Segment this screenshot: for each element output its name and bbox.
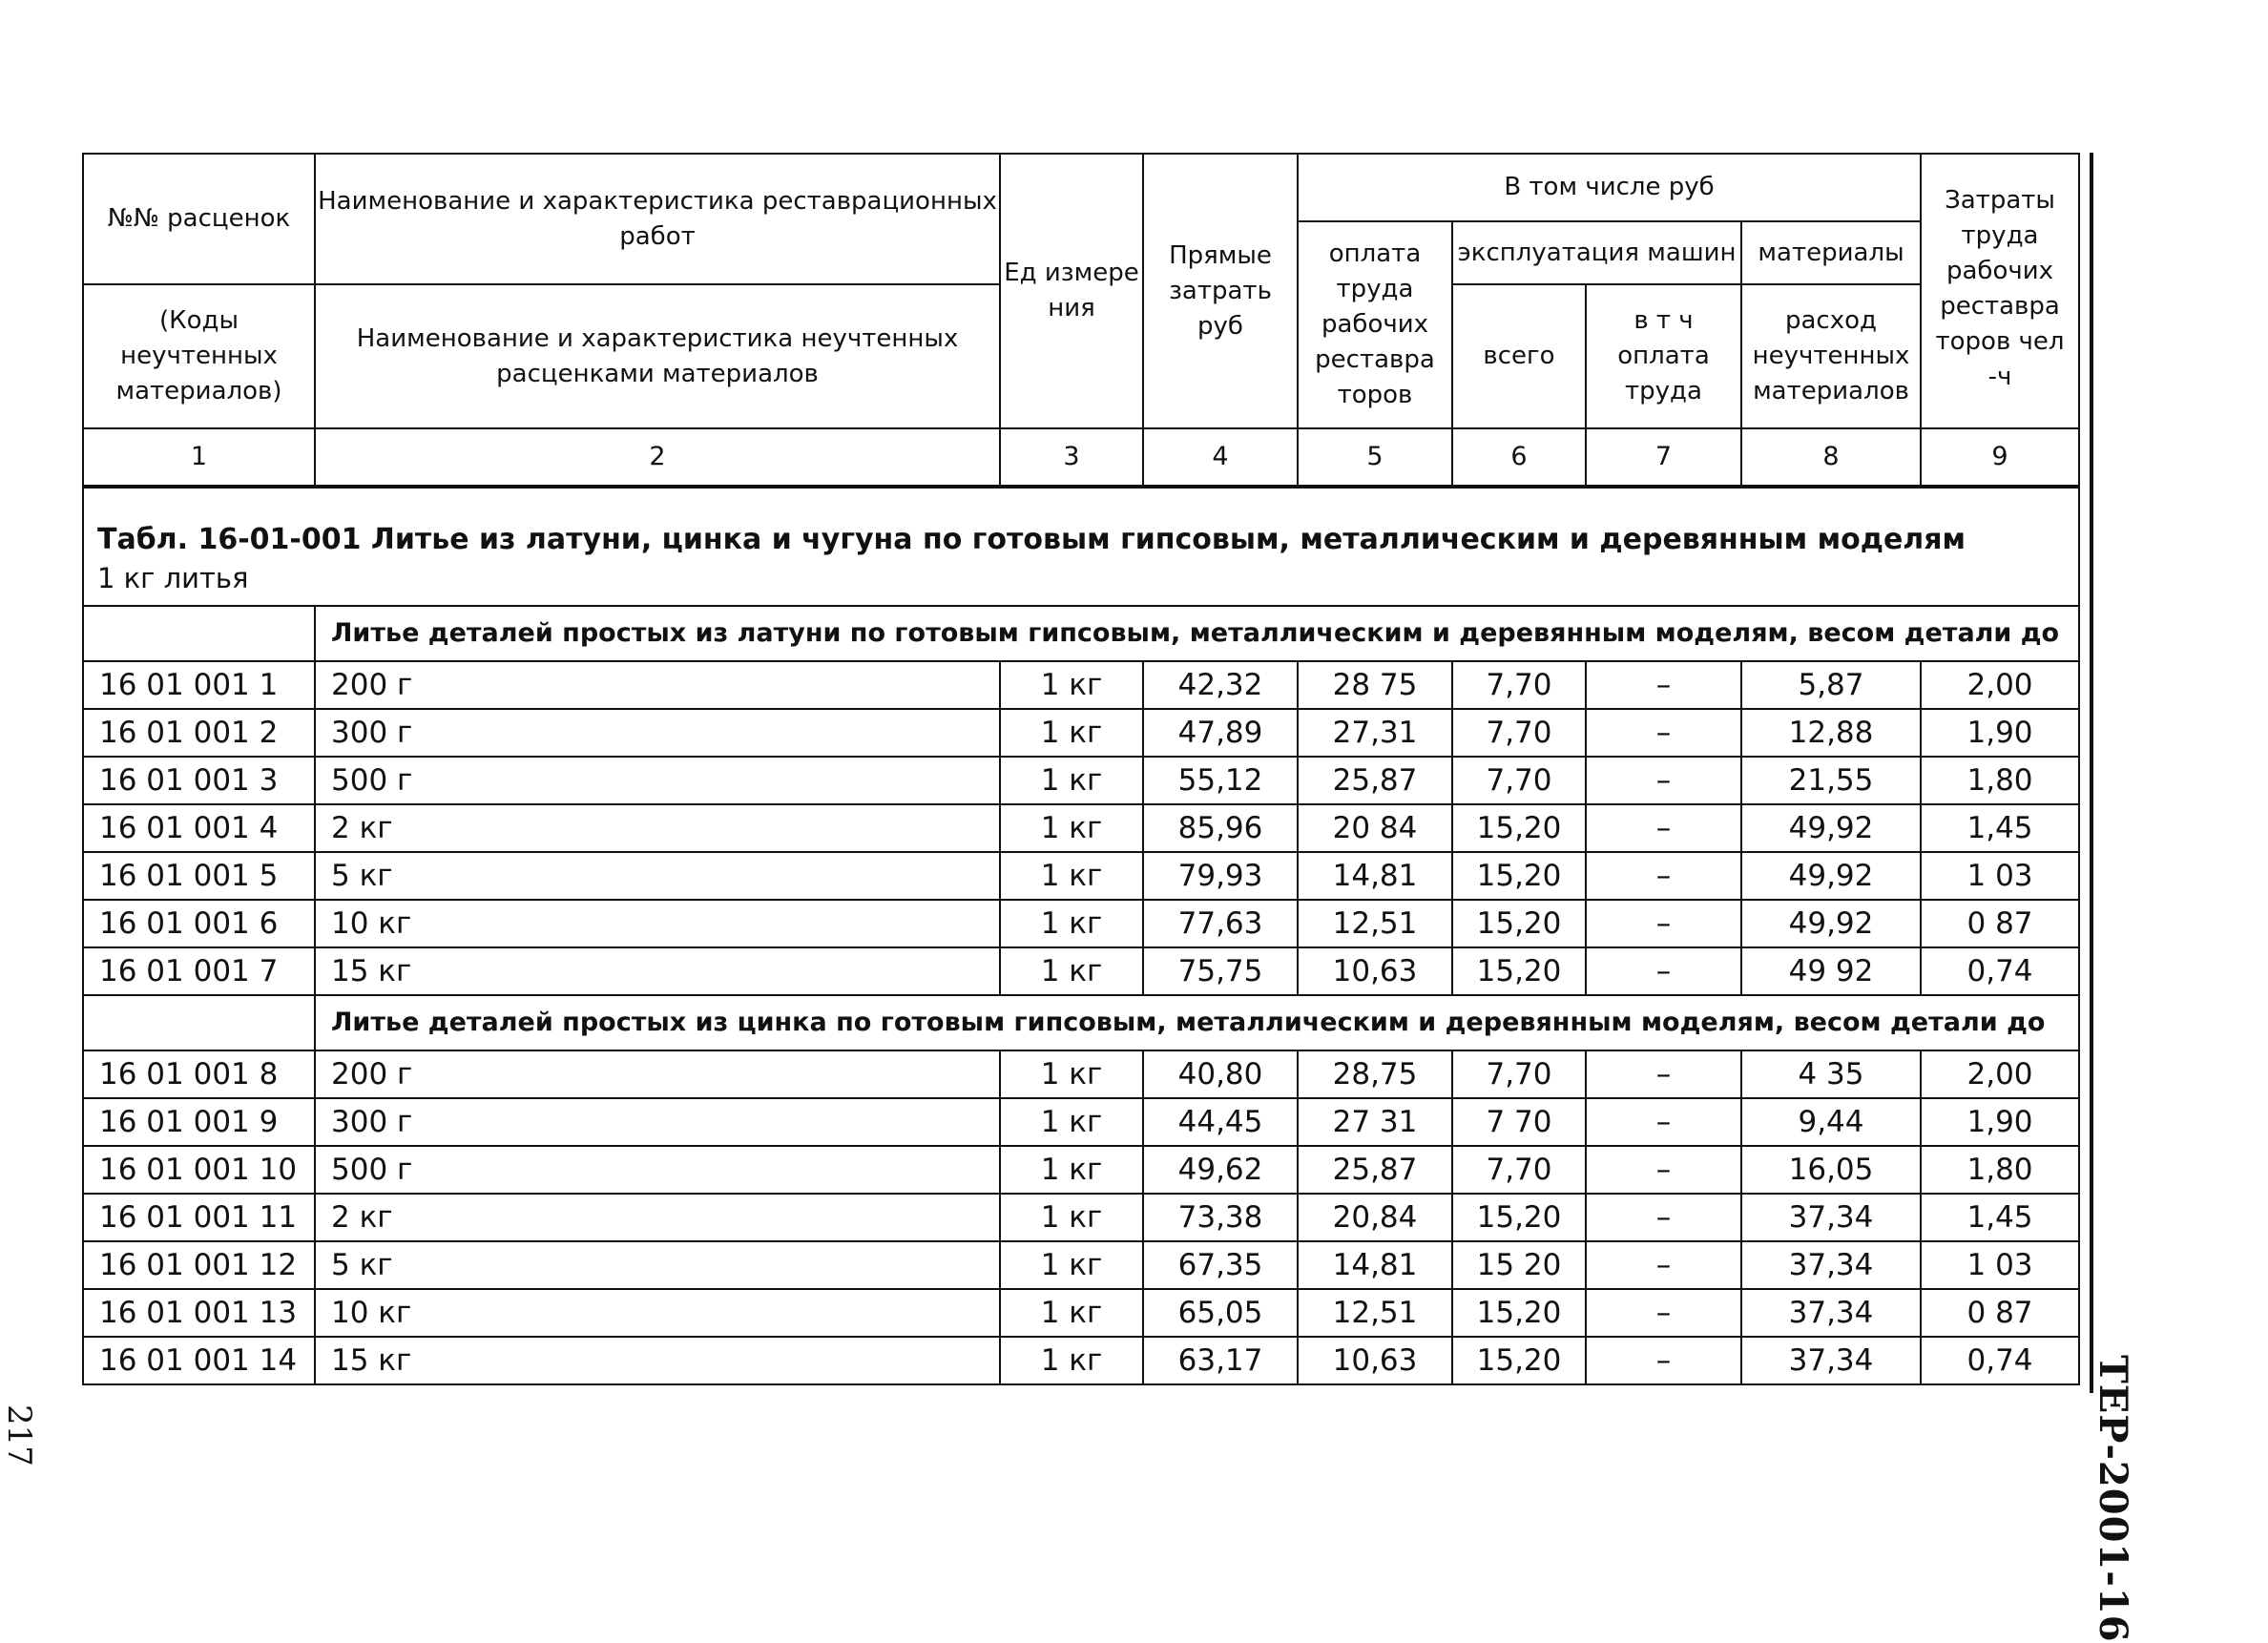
table-cell-col1: 16 01 001 6 xyxy=(83,900,315,947)
section-title: Литье деталей простых из цинка по готовым гипсовым, металлическим и деревянным моделям, весом детали до xyxy=(315,995,2079,1050)
price-table xyxy=(82,153,2080,1385)
table-cell-col7: – xyxy=(1586,709,1741,757)
table-cell-col1: 16 01 001 10 xyxy=(83,1146,315,1194)
table-cell-col7: – xyxy=(1586,947,1741,995)
table-cell-col9: 1,80 xyxy=(1921,757,2079,804)
table-cell-col5: 10,63 xyxy=(1298,947,1452,995)
table-cell-col3: 1 кг xyxy=(1000,852,1143,900)
header-col3: Ед измере ния xyxy=(1000,154,1143,428)
table-cell-col5: 12,51 xyxy=(1298,900,1452,947)
table-cell-col7: – xyxy=(1586,1050,1741,1098)
table-cell-col9: 1,90 xyxy=(1921,1098,2079,1146)
table-cell-col6: 15,20 xyxy=(1452,852,1586,900)
table-cell-col7: – xyxy=(1586,1289,1741,1337)
section-title: Литье деталей простых из латуни по готовым гипсовым, металлическим и деревянным моделям, весом детали до xyxy=(315,606,2079,661)
table-cell-col4: 65,05 xyxy=(1143,1289,1298,1337)
table-cell-col8: 49,92 xyxy=(1741,852,1921,900)
table-cell-col1: 16 01 001 1 xyxy=(83,661,315,709)
table-cell-col2: 300 г xyxy=(315,709,1000,757)
header-col9: Затраты труда рабочих реставра торов чел -ч xyxy=(1921,154,2079,428)
column-number: 8 xyxy=(1741,428,1921,487)
table-cell-col2: 5 кг xyxy=(315,1241,1000,1289)
column-number: 6 xyxy=(1452,428,1586,487)
table-title: Табл. 16-01-001 Литье из латуни, цинка и чугуна по готовым гипсовым, металлическим и деревянным моделям xyxy=(97,523,1966,556)
table-cell-col1: 16 01 001 4 xyxy=(83,804,315,852)
table-cell-col5: 25,87 xyxy=(1298,1146,1452,1194)
table-cell-col8: 21,55 xyxy=(1741,757,1921,804)
table-cell-col3: 1 кг xyxy=(1000,1146,1143,1194)
table-cell-col3: 1 кг xyxy=(1000,804,1143,852)
table-cell-col2: 15 кг xyxy=(315,947,1000,995)
table-cell-col9: 1 03 xyxy=(1921,1241,2079,1289)
table-cell-col3: 1 кг xyxy=(1000,947,1143,995)
header-group-machines: эксплуатация машин xyxy=(1452,221,1741,284)
table-cell-col3: 1 кг xyxy=(1000,757,1143,804)
table-cell-col9: 2,00 xyxy=(1921,661,2079,709)
table-cell-col8: 37,34 xyxy=(1741,1241,1921,1289)
table-cell-col4: 47,89 xyxy=(1143,709,1298,757)
table-cell-col8: 16,05 xyxy=(1741,1146,1921,1194)
table-cell-col3: 1 кг xyxy=(1000,661,1143,709)
table-cell-col7: – xyxy=(1586,1241,1741,1289)
column-number: 9 xyxy=(1921,428,2079,487)
table-cell-col2: 10 кг xyxy=(315,900,1000,947)
table-cell-col1: 16 01 001 3 xyxy=(83,757,315,804)
table-cell-col7: – xyxy=(1586,804,1741,852)
table-cell-col5: 20,84 xyxy=(1298,1194,1452,1241)
table-cell-col2: 2 кг xyxy=(315,1194,1000,1241)
table-cell-col7: – xyxy=(1586,852,1741,900)
table-cell-col6: 7,70 xyxy=(1452,709,1586,757)
table-cell-col6: 15 20 xyxy=(1452,1241,1586,1289)
table-cell-col3: 1 кг xyxy=(1000,900,1143,947)
table-cell-col5: 14,81 xyxy=(1298,852,1452,900)
table-cell-col9: 1,45 xyxy=(1921,1194,2079,1241)
table-cell-col1: 16 01 001 8 xyxy=(83,1050,315,1098)
table-cell-col1: 16 01 001 7 xyxy=(83,947,315,995)
column-number: 5 xyxy=(1298,428,1452,487)
table-cell-col8: 5,87 xyxy=(1741,661,1921,709)
table-cell-col8: 49 92 xyxy=(1741,947,1921,995)
table-row xyxy=(83,1194,2079,1241)
table-cell-col6: 7,70 xyxy=(1452,757,1586,804)
table-cell-col9: 1,45 xyxy=(1921,804,2079,852)
section-code-cell xyxy=(83,606,315,661)
table-cell-col8: 12,88 xyxy=(1741,709,1921,757)
table-row xyxy=(83,1050,2079,1098)
table-row xyxy=(83,1289,2079,1337)
header-col7: в т ч оплата труда xyxy=(1586,284,1741,428)
table-cell-col9: 0,74 xyxy=(1921,947,2079,995)
table-row xyxy=(83,900,2079,947)
table-row xyxy=(83,709,2079,757)
table-cell-col8: 49,92 xyxy=(1741,900,1921,947)
section-header-row xyxy=(83,606,2079,661)
table-cell-col5: 27,31 xyxy=(1298,709,1452,757)
table-cell-col6: 7,70 xyxy=(1452,661,1586,709)
table-cell-col9: 0,74 xyxy=(1921,1337,2079,1384)
table-row xyxy=(83,852,2079,900)
table-cell-col6: 15,20 xyxy=(1452,1337,1586,1384)
table-row xyxy=(83,1146,2079,1194)
table-cell-col1: 16 01 001 5 xyxy=(83,852,315,900)
table-cell-col4: 73,38 xyxy=(1143,1194,1298,1241)
table-cell-col8: 37,34 xyxy=(1741,1194,1921,1241)
table-row xyxy=(83,804,2079,852)
table-row xyxy=(83,947,2079,995)
table-title-row xyxy=(83,487,2079,606)
table-cell-col4: 75,75 xyxy=(1143,947,1298,995)
table-cell-col6: 15,20 xyxy=(1452,947,1586,995)
section-code-cell xyxy=(83,995,315,1050)
table-cell-col4: 79,93 xyxy=(1143,852,1298,900)
page-number: 217 xyxy=(0,1404,38,1466)
table-cell-col5: 12,51 xyxy=(1298,1289,1452,1337)
header-col4: Прямые затрать руб xyxy=(1143,154,1298,428)
table-cell-col1: 16 01 001 2 xyxy=(83,709,315,757)
table-cell-col8: 37,34 xyxy=(1741,1289,1921,1337)
table-cell-col2: 500 г xyxy=(315,1146,1000,1194)
table-cell-col7: – xyxy=(1586,661,1741,709)
table-cell-col6: 15,20 xyxy=(1452,1194,1586,1241)
table-cell-col9: 0 87 xyxy=(1921,1289,2079,1337)
table-cell-col2: 500 г xyxy=(315,757,1000,804)
table-cell-col2: 2 кг xyxy=(315,804,1000,852)
table-cell-col3: 1 кг xyxy=(1000,1098,1143,1146)
page-frame-line xyxy=(2090,153,2093,1393)
table-cell-col9: 2,00 xyxy=(1921,1050,2079,1098)
table-cell-col7: – xyxy=(1586,1098,1741,1146)
table-cell-col3: 1 кг xyxy=(1000,1337,1143,1384)
table-cell-col4: 85,96 xyxy=(1143,804,1298,852)
table-cell-col5: 20 84 xyxy=(1298,804,1452,852)
table-cell-col2: 10 кг xyxy=(315,1289,1000,1337)
table-cell-col7: – xyxy=(1586,757,1741,804)
table-cell-col4: 40,80 xyxy=(1143,1050,1298,1098)
table-cell-col2: 200 г xyxy=(315,1050,1000,1098)
table-cell-col6: 7,70 xyxy=(1452,1146,1586,1194)
table-row xyxy=(83,661,2079,709)
table-cell-col7: – xyxy=(1586,1146,1741,1194)
table-cell-col7: – xyxy=(1586,1194,1741,1241)
table-row xyxy=(83,1241,2079,1289)
table-cell-col4: 42,32 xyxy=(1143,661,1298,709)
table-cell-col4: 55,12 xyxy=(1143,757,1298,804)
table-cell-col6: 7,70 xyxy=(1452,1050,1586,1098)
table-cell-col5: 25,87 xyxy=(1298,757,1452,804)
table-cell-col5: 14,81 xyxy=(1298,1241,1452,1289)
column-number-row xyxy=(83,428,2079,487)
header-col6: всего xyxy=(1452,284,1586,428)
header-group-materials: материалы xyxy=(1741,221,1921,284)
column-number: 1 xyxy=(83,428,315,487)
table-cell-col8: 4 35 xyxy=(1741,1050,1921,1098)
header-col8: расход неучтенных материалов xyxy=(1741,284,1921,428)
table-cell-col3: 1 кг xyxy=(1000,1241,1143,1289)
table-cell-col6: 15,20 xyxy=(1452,804,1586,852)
table-cell-col4: 63,17 xyxy=(1143,1337,1298,1384)
table-cell-col4: 67,35 xyxy=(1143,1241,1298,1289)
table-body xyxy=(83,487,2079,1384)
table-cell-col3: 1 кг xyxy=(1000,1289,1143,1337)
table-cell-col8: 49,92 xyxy=(1741,804,1921,852)
table-cell-col7: – xyxy=(1586,900,1741,947)
table-cell-col9: 0 87 xyxy=(1921,900,2079,947)
table-cell-col2: 15 кг xyxy=(315,1337,1000,1384)
table-cell-col3: 1 кг xyxy=(1000,1050,1143,1098)
column-number: 7 xyxy=(1586,428,1741,487)
table-cell-col6: 15,20 xyxy=(1452,1289,1586,1337)
table-cell-col5: 10,63 xyxy=(1298,1337,1452,1384)
header-col1-top: №№ расценок xyxy=(83,154,315,284)
table-cell-col6: 7 70 xyxy=(1452,1098,1586,1146)
table-cell-col1: 16 01 001 11 xyxy=(83,1194,315,1241)
header-col2-bottom: Наименование и характеристика неучтенных расценками материалов xyxy=(315,284,1000,428)
table-cell-col8: 9,44 xyxy=(1741,1098,1921,1146)
header-col5: оплата труда рабочих реставра торов xyxy=(1298,221,1452,428)
table-row xyxy=(83,1337,2079,1384)
column-number: 3 xyxy=(1000,428,1143,487)
table-cell-col5: 28 75 xyxy=(1298,661,1452,709)
table-row xyxy=(83,757,2079,804)
table-cell-col9: 1,90 xyxy=(1921,709,2079,757)
price-table-container xyxy=(82,153,2078,1385)
table-cell-col8: 37,34 xyxy=(1741,1337,1921,1384)
table-unit: 1 кг литья xyxy=(97,562,249,594)
table-cell-col4: 49,62 xyxy=(1143,1146,1298,1194)
table-cell-col2: 5 кг xyxy=(315,852,1000,900)
section-header-row xyxy=(83,995,2079,1050)
table-cell-col5: 27 31 xyxy=(1298,1098,1452,1146)
table-cell-col2: 200 г xyxy=(315,661,1000,709)
table-cell-col7: – xyxy=(1586,1337,1741,1384)
table-cell-col9: 1 03 xyxy=(1921,852,2079,900)
table-cell-col1: 16 01 001 13 xyxy=(83,1289,315,1337)
header-group-incl: В том числе руб xyxy=(1298,154,1921,221)
table-cell-col6: 15,20 xyxy=(1452,900,1586,947)
column-number: 4 xyxy=(1143,428,1298,487)
table-cell-col5: 28,75 xyxy=(1298,1050,1452,1098)
table-cell-col1: 16 01 001 14 xyxy=(83,1337,315,1384)
table-cell-col3: 1 кг xyxy=(1000,1194,1143,1241)
table-cell-col9: 1,80 xyxy=(1921,1146,2079,1194)
table-cell-col2: 300 г xyxy=(315,1098,1000,1146)
column-number: 2 xyxy=(315,428,1000,487)
table-cell-col4: 77,63 xyxy=(1143,900,1298,947)
table-cell-col1: 16 01 001 12 xyxy=(83,1241,315,1289)
header-col1-bottom: (Коды неучтенных материалов) xyxy=(83,284,315,428)
table-cell-col1: 16 01 001 9 xyxy=(83,1098,315,1146)
document-code: ТЕР-2001-16 xyxy=(2091,1355,2135,1643)
table-row xyxy=(83,1098,2079,1146)
table-cell-col4: 44,45 xyxy=(1143,1098,1298,1146)
table-cell-col3: 1 кг xyxy=(1000,709,1143,757)
header-col2-top: Наименование и характеристика реставрационных работ xyxy=(315,154,1000,284)
